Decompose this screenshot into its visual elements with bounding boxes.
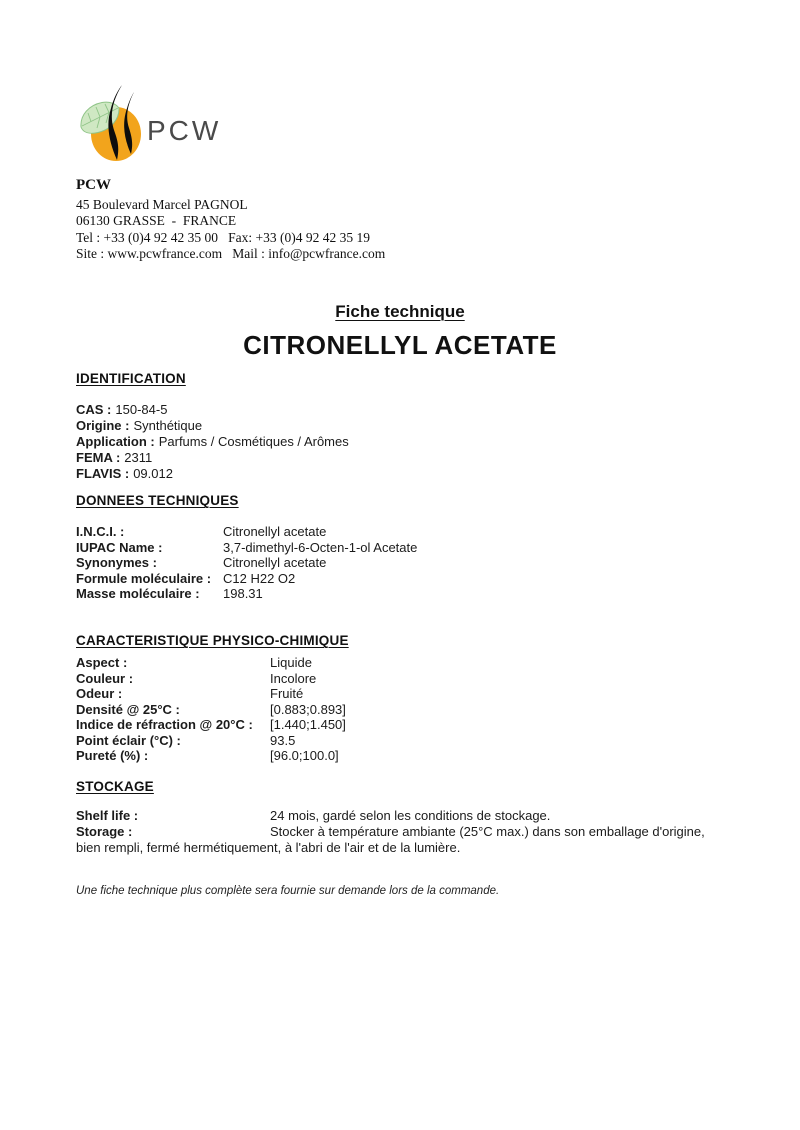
company-address-block	[76, 177, 385, 263]
footnote: Une fiche technique plus complète sera fournie sur demande lors de la commande.	[76, 885, 500, 897]
field-value: Citronellyl acetate	[223, 555, 327, 570]
identification-rows	[76, 402, 720, 482]
field-value: Parfums / Cosmétiques / Arômes	[158, 434, 349, 449]
field-value: [0.883;0.893]	[270, 701, 346, 717]
section-stockage	[76, 779, 720, 856]
page-title: CITRONELLYL ACETATE	[243, 330, 557, 360]
field-value: 3,7-dimethyl-6-Octen-1-ol Acetate	[223, 539, 418, 555]
field-label: Formule moléculaire :	[76, 570, 212, 586]
field-row	[76, 466, 720, 482]
field-value: Incolore	[270, 670, 317, 686]
field-label: Masse moléculaire :	[76, 586, 200, 601]
field-label: Densité @ 25°C :	[76, 701, 180, 717]
field-label: Pureté (%) :	[76, 748, 149, 763]
address-site-mail: Site : www.pcwfrance.com Mail : info@pcwfrance.com	[76, 246, 386, 262]
section-physico-chimique	[76, 633, 720, 764]
field-label: Couleur :	[76, 670, 134, 686]
field-row	[76, 571, 720, 587]
physico-rows	[76, 655, 720, 764]
field-label: Point éclair (°C) :	[76, 732, 181, 748]
field-label: Aspect :	[76, 655, 128, 670]
field-value: C12 H22 O2	[223, 570, 296, 586]
field-label: FEMA :	[76, 450, 121, 465]
field-label: I.N.C.I. :	[76, 524, 125, 539]
section-heading: CARACTERISTIQUE PHYSICO-CHIMIQUE	[76, 633, 349, 648]
field-row	[76, 717, 720, 733]
field-row	[76, 686, 720, 702]
field-value: Fruité	[270, 686, 304, 701]
field-value: 198.31	[223, 586, 263, 601]
address-phone-fax: Tel : +33 (0)4 92 42 35 00 Fax: +33 (0)4 92 42 35 19	[76, 229, 371, 245]
field-label: Indice de réfraction @ 20°C :	[76, 717, 253, 732]
field-row	[76, 586, 720, 602]
address-street: 45 Boulevard Marcel PAGNOL	[76, 197, 248, 212]
field-value: [1.440;1.450]	[270, 717, 346, 732]
field-label: IUPAC Name :	[76, 539, 163, 555]
document-type-heading: Fiche technique	[335, 302, 465, 321]
field-label: Storage :	[76, 824, 133, 839]
field-label: FLAVIS :	[76, 466, 130, 481]
field-value: 150-84-5	[115, 402, 168, 417]
field-row	[76, 555, 720, 571]
field-row	[76, 450, 720, 466]
field-label: Synonymes :	[76, 555, 157, 570]
field-value: Liquide	[270, 655, 312, 670]
field-label: CAS :	[76, 402, 112, 417]
address-city: 06130 GRASSE - FRANCE	[76, 213, 237, 229]
field-row	[76, 655, 720, 671]
field-row	[76, 671, 720, 687]
section-donnees-techniques	[76, 493, 720, 602]
section-heading: DONNEES TECHNIQUES	[76, 493, 239, 508]
field-value: Stocker à température ambiante (25°C max.) dans son emballage d'origine, bien rempli, fermé hermétiquement, à l'abri de l'air et de la lumière.	[76, 824, 705, 855]
logo-brand-text: PCW	[147, 115, 222, 146]
field-value: 2311	[124, 450, 153, 465]
stockage-rows	[76, 808, 720, 856]
field-row	[76, 733, 720, 749]
field-value: 93.5	[270, 732, 296, 748]
field-row	[76, 434, 720, 450]
field-value: Citronellyl acetate	[223, 524, 327, 539]
field-label: Odeur :	[76, 686, 123, 701]
field-label: Application :	[76, 434, 155, 449]
field-row	[76, 402, 720, 418]
field-value: Synthétique	[133, 418, 203, 433]
pcw-logo	[76, 80, 306, 185]
pcw-logo-mark-icon	[76, 80, 146, 185]
field-value: 24 mois, gardé selon les conditions de stockage.	[270, 808, 551, 823]
donnees-rows	[76, 524, 720, 602]
field-row	[76, 824, 720, 856]
company-name: PCW	[76, 177, 111, 193]
field-row	[76, 418, 720, 434]
section-identification	[76, 371, 720, 482]
field-row	[76, 540, 720, 556]
field-row	[76, 748, 720, 764]
field-row	[76, 702, 720, 718]
field-row	[76, 808, 720, 824]
field-value: 09.012	[133, 466, 173, 481]
field-label: Shelf life :	[76, 808, 139, 823]
section-heading: IDENTIFICATION	[76, 371, 186, 386]
field-label: Origine :	[76, 418, 130, 433]
field-value: [96.0;100.0]	[270, 748, 339, 763]
field-row	[76, 524, 720, 540]
section-heading: STOCKAGE	[76, 779, 154, 794]
